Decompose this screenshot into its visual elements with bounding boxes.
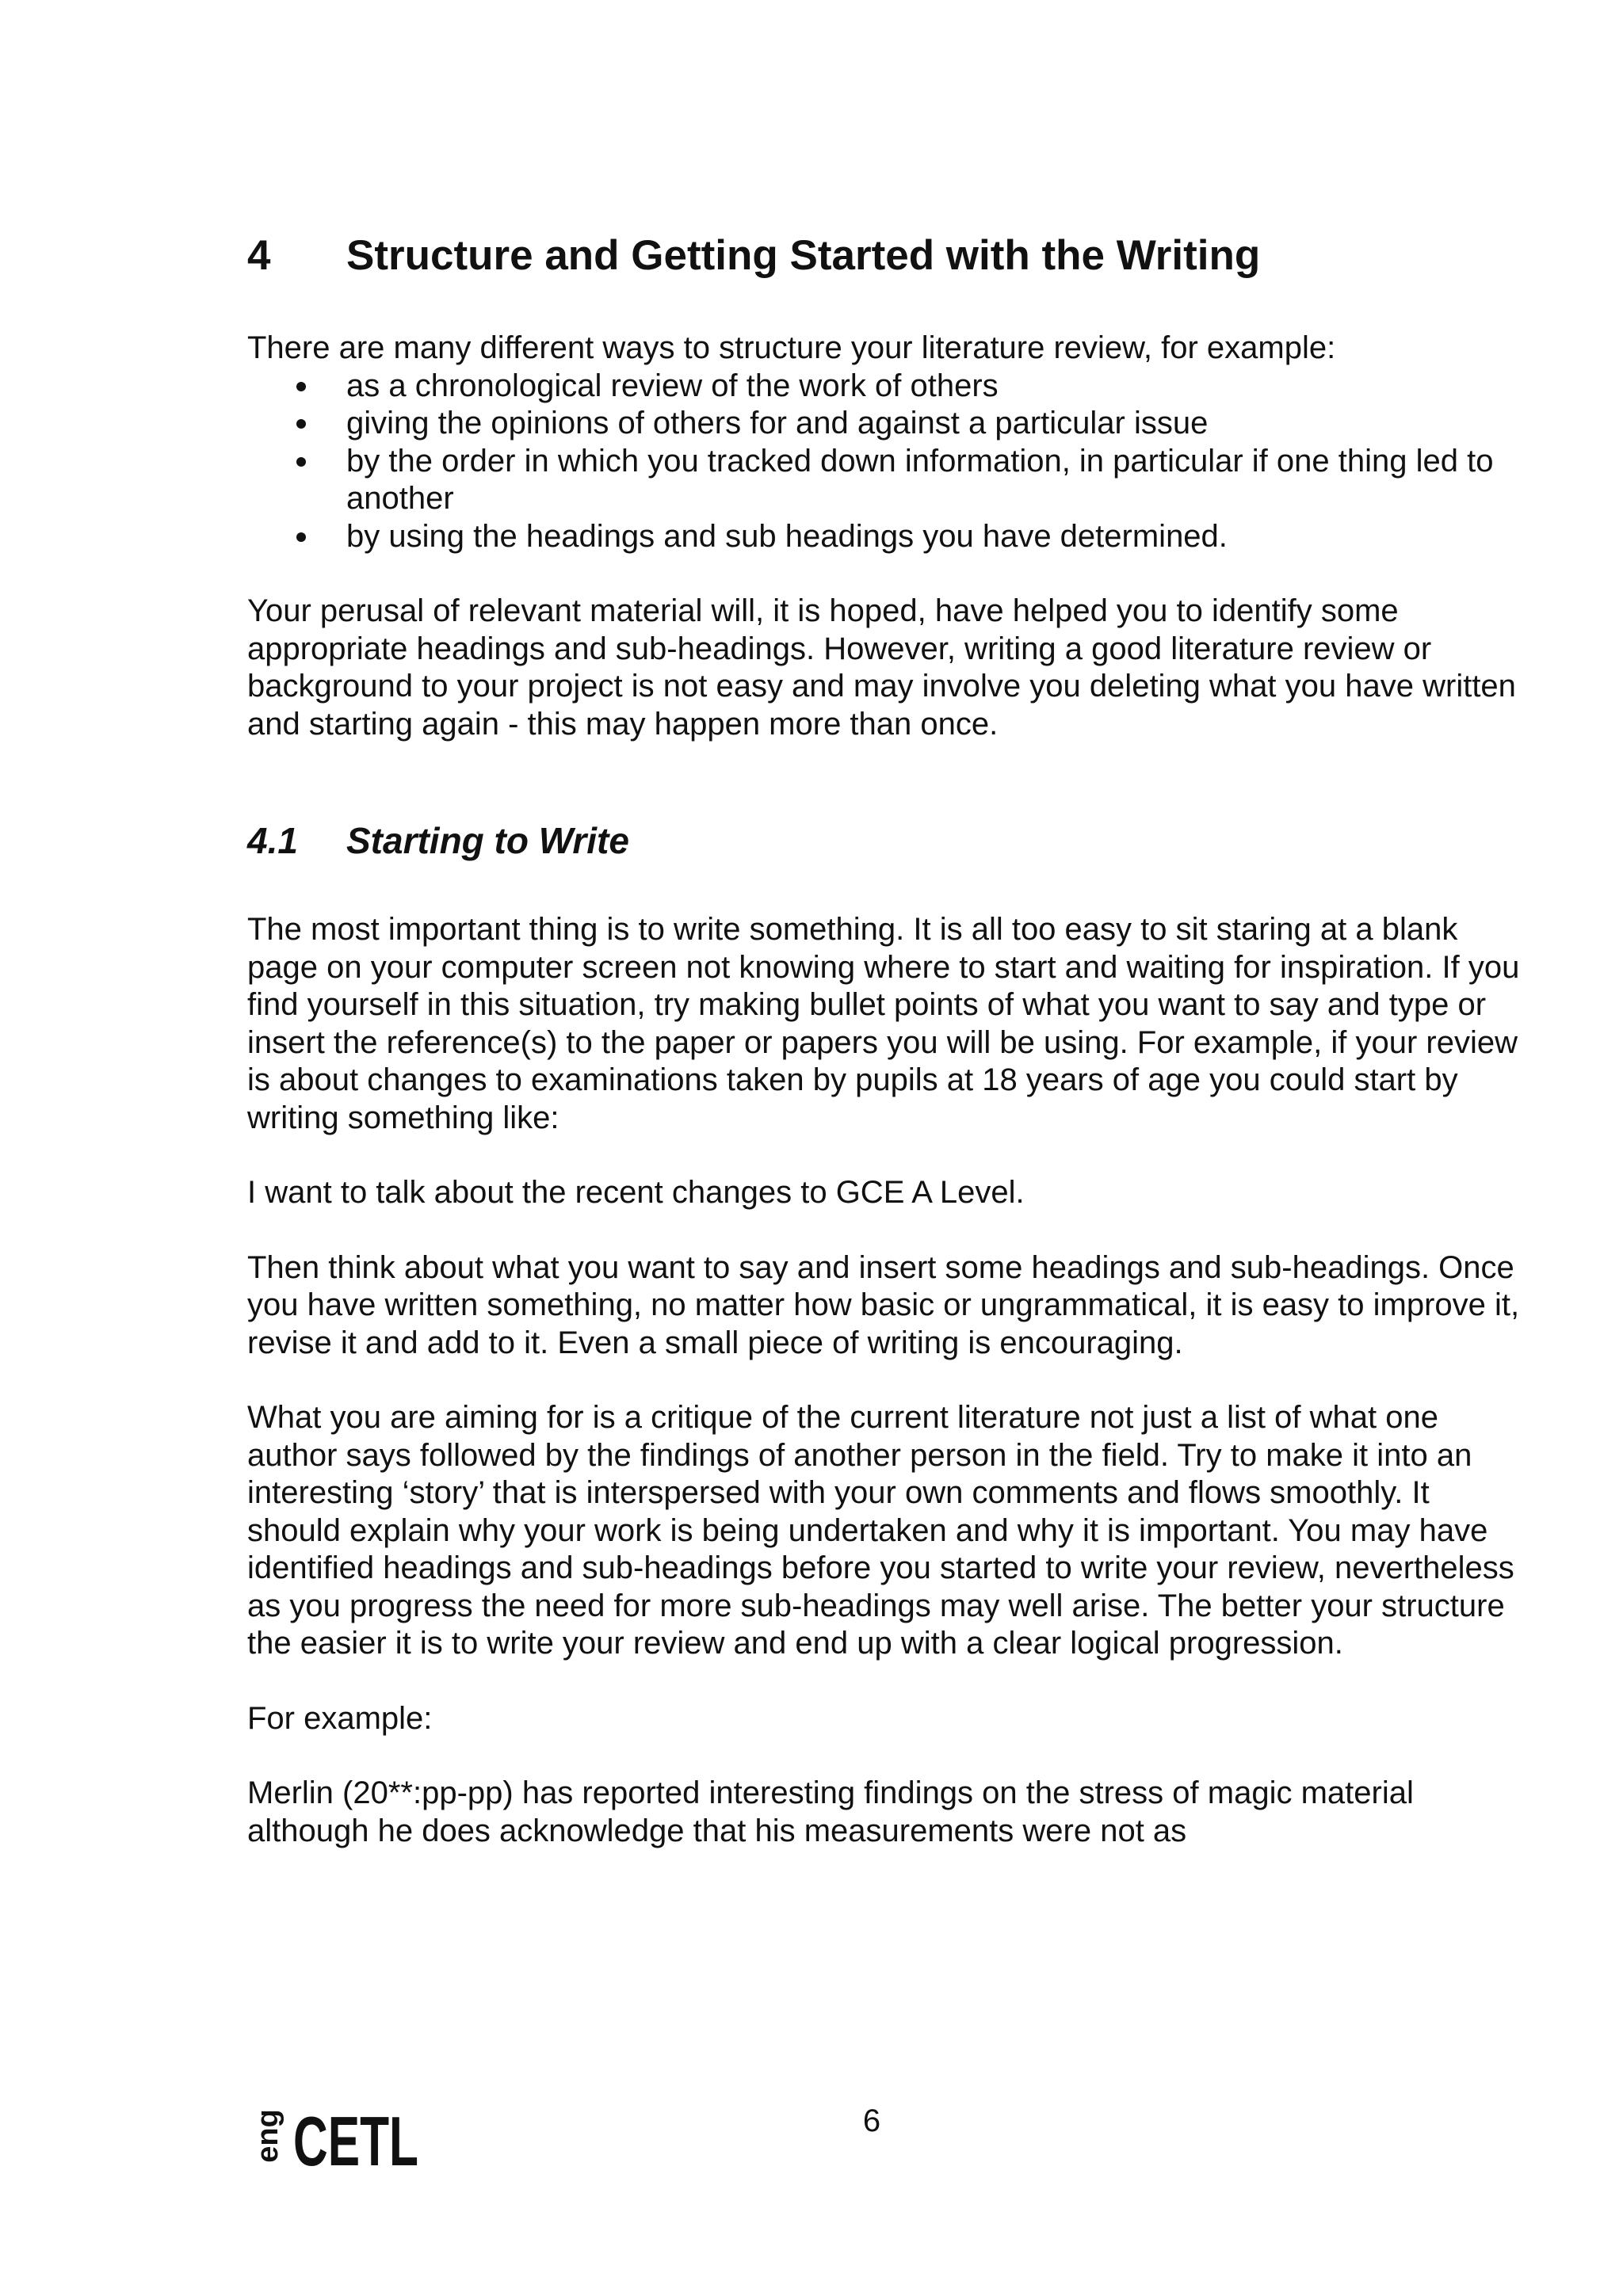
section-number: 4	[247, 232, 271, 279]
logo-cetl-text: CETL	[293, 2102, 418, 2180]
body-paragraph: I want to talk about the recent changes to GCE A Level.	[247, 1175, 1025, 1210]
structure-options-list	[247, 368, 1531, 556]
body-paragraph: Merlin (20**:pp-pp) has reported interesting findings on the stress of magic material although he does acknowledge that his measurements were not as	[247, 1775, 1414, 1848]
list-item-text: by using the headings and sub headings you have determined.	[346, 518, 1228, 554]
list-item	[247, 443, 1531, 518]
list-item	[247, 368, 1531, 406]
section-intro: There are many different ways to structure your literature review, for example:	[247, 330, 1336, 365]
bullet-icon	[296, 457, 306, 467]
subsection-number: 4.1	[247, 820, 298, 861]
body-paragraph: For example:	[247, 1700, 433, 1736]
section-paragraph: Your perusal of relevant material will, it is hoped, have helped you to identify some appropriate headings and sub-headings. However, writing a good literature review or background to your project is not easy and may involve you deleting what you have written and starting again - this may happen more than once.	[247, 593, 1516, 742]
page-number: 6	[862, 2103, 881, 2138]
list-item-text: by the order in which you tracked down information, in particular if one thing led to another	[346, 443, 1494, 516]
subsection-title: Starting to Write	[346, 820, 629, 861]
subsection-heading	[247, 816, 1531, 865]
list-item-text: as a chronological review of the work of others	[346, 368, 999, 403]
section-title: Structure and Getting Started with the Writing	[346, 232, 1261, 279]
body-paragraph: What you are aiming for is a critique of the current literature not just a list of what one author says followed by the findings of another person in the field. Try to make it into an interesting ‘story’ that is interspersed with your own comments and flows smoothly. It should explain why your work is being undertaken and why it is important. You may have identified headings and sub-headings before you started to write your review, nevertheless as you progress the need for more sub-headings may well arise. The better your structure the easier it is to write your review and end up with a clear logical progression.	[247, 1400, 1514, 1661]
page-content	[247, 228, 1531, 1850]
logo-eng-text: eng	[251, 2109, 285, 2163]
section-heading	[247, 228, 1531, 284]
list-item-text: giving the opinions of others for and against a particular issue	[346, 406, 1209, 441]
bullet-icon	[296, 419, 306, 429]
list-item	[247, 518, 1531, 556]
list-item	[247, 405, 1531, 443]
bullet-icon	[296, 532, 306, 542]
bullet-icon	[296, 382, 306, 391]
body-paragraph: The most important thing is to write something. It is all too easy to sit staring at a blank page on your computer screen not knowing where to start and waiting for inspiration. If you find yourself in this situation, try making bullet points of what you want to say and type or insert the reference(s) to the paper or papers you will be using. For example, if your review is about changes to examinations taken by pupils at 18 years of age you could start by writing something like:	[247, 912, 1520, 1135]
engcetl-logo	[247, 2102, 422, 2180]
body-paragraph: Then think about what you want to say and insert some headings and sub-headings. Once you have written something, no matter how basic or ungrammatical, it is easy to improve it, revise it and add to it. Even a small piece of writing is encouraging.	[247, 1249, 1520, 1360]
